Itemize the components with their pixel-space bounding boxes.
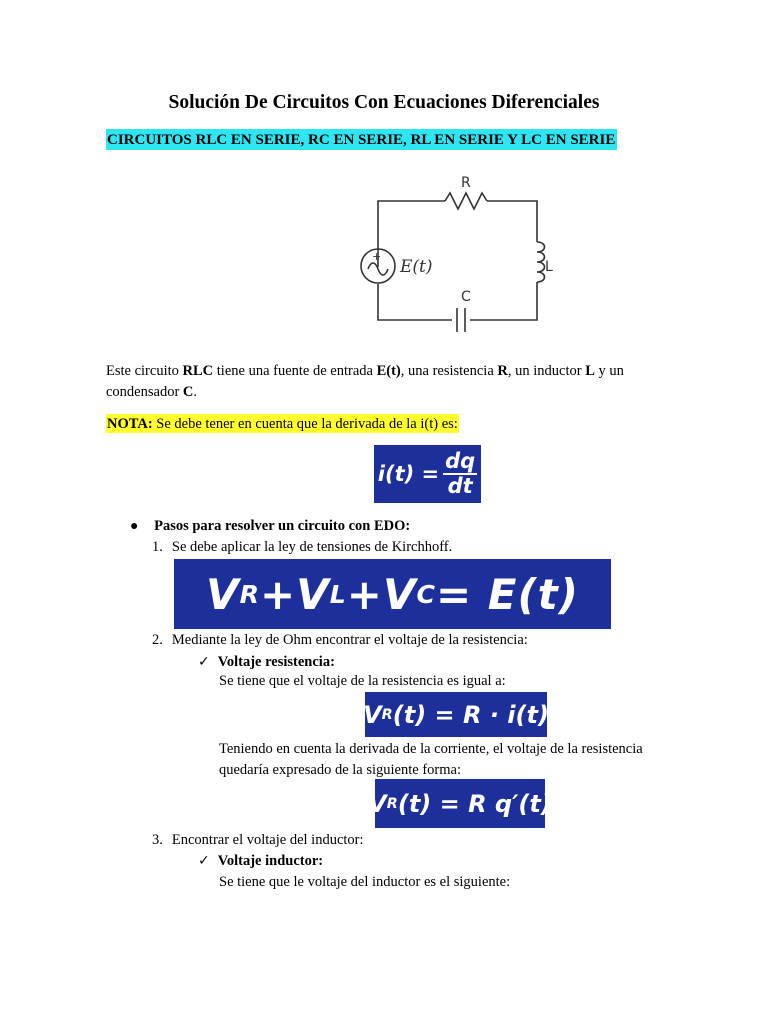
- resistencia-text-1: Se tiene que el voltaje de la resistencia es igual a:: [219, 673, 506, 689]
- circuit-wire: [378, 284, 452, 320]
- formula-kirchhoff: V R + V L + V C = E(t): [174, 559, 611, 629]
- nota-highlight: [106, 414, 459, 433]
- sub-heading-inductor: ✓ Voltaje inductor:: [198, 853, 324, 869]
- formula-resistance-charge: V R (t) = R q′(t): [375, 779, 545, 828]
- formula-ohm-law: V R (t) = R · i(t): [365, 692, 547, 737]
- document-title: Solución De Circuitos Con Ecuaciones Diferenciales: [168, 92, 600, 113]
- step-3: 3. Encontrar el voltaje del inductor:: [152, 832, 364, 848]
- step-2: 2. Mediante la ley de Ohm encontrar el voltaje de la resistencia:: [152, 632, 528, 648]
- inductor-text-1: Se tiene que le voltaje del inductor es el siguiente:: [219, 874, 511, 890]
- formula-current-derivative: i(t) = $\frac{dq}{dt}$: [374, 445, 481, 503]
- section-heading-highlighted: CIRCUITOS RLC EN SERIE, RC EN SERIE, RL EN SERIE Y LC EN SERIE: [106, 129, 617, 150]
- intro-paragraph: Este circuito RLC tiene una fuente de entrada E(t), una resistencia R, un inductor L y un condensador C.: [106, 363, 624, 400]
- nota-label: NOTA:: [107, 416, 153, 432]
- label-c: C: [461, 289, 471, 305]
- checkmark-icon: ✓: [198, 853, 210, 869]
- sub-heading-resistencia: ✓ Voltaje resistencia:: [198, 654, 335, 670]
- label-l: L: [545, 259, 553, 275]
- resistencia-text-2: Teniendo en cuenta la derivada de la corriente, el voltaje de la resistencia quedaría expresado de la siguiente forma:: [219, 741, 643, 778]
- label-source: E(t): [400, 257, 433, 277]
- circuit-wire: [470, 282, 537, 320]
- resistor-symbol: [445, 193, 487, 209]
- circuit-wire: [487, 201, 537, 242]
- label-r: R: [461, 175, 471, 191]
- inductor-symbol: [537, 242, 545, 282]
- checkmark-icon: ✓: [198, 654, 210, 670]
- rlc-circuit-diagram: [345, 168, 570, 348]
- nota-text: Se debe tener en cuenta que la derivada de la i(t) es:: [152, 416, 458, 432]
- steps-heading: ● Pasos para resolver un circuito con EDO:: [130, 518, 411, 534]
- bullet-dot-icon: ●: [130, 519, 139, 534]
- plus-sign: +: [372, 250, 382, 263]
- step-1: 1. Se debe aplicar la ley de tensiones de Kirchhoff.: [152, 539, 453, 555]
